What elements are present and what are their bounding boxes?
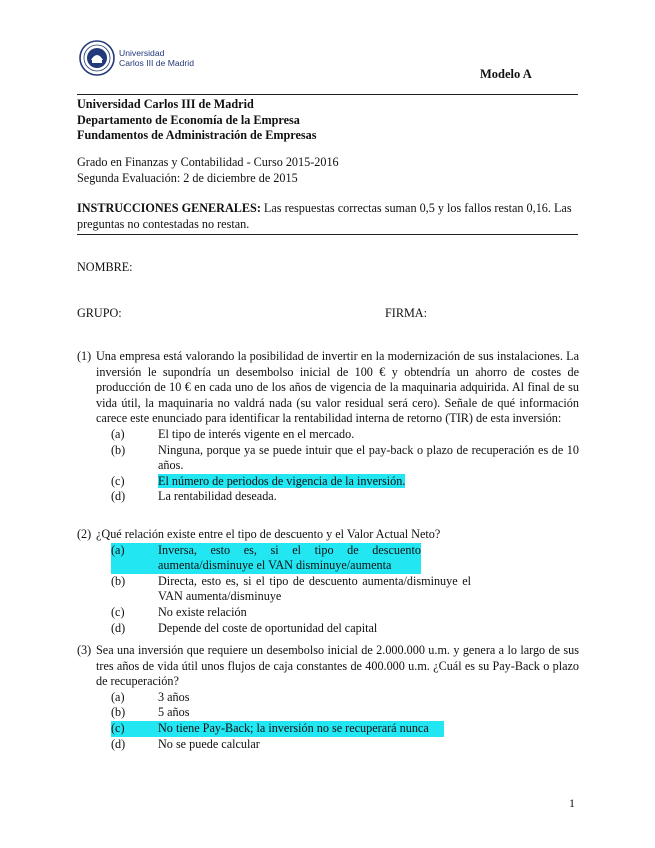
question-3 bbox=[77, 643, 579, 752]
option-a bbox=[111, 427, 579, 443]
option-text: 5 años bbox=[158, 705, 190, 720]
correct-answer-highlight: El número de periodos de vigencia de la inversión. bbox=[158, 473, 406, 488]
instructions-divider bbox=[77, 234, 578, 235]
exam-model: Modelo A bbox=[480, 67, 532, 81]
question-stem bbox=[77, 643, 579, 690]
question-text: ¿Qué relación existe entre el tipo de descuento y el Valor Actual Neto? bbox=[96, 527, 441, 541]
option-text: Directa, esto es, si el tipo de descuento aumenta/disminuye el VAN aumenta/disminuye bbox=[158, 573, 471, 604]
exam-info bbox=[77, 155, 579, 186]
option-b bbox=[111, 443, 579, 474]
name-label: NOMBRE: bbox=[77, 260, 133, 274]
option-a bbox=[111, 543, 421, 574]
option-label: (d) bbox=[111, 736, 126, 751]
header-divider bbox=[77, 94, 578, 95]
option-d bbox=[111, 621, 579, 637]
correct-answer-highlight: Inversa, esto es, si el tipo de descuento aumenta/disminuye el VAN disminuye/aumenta bbox=[158, 542, 421, 573]
option-b bbox=[111, 705, 579, 721]
question-stem bbox=[77, 527, 579, 543]
option-d bbox=[111, 489, 579, 505]
option-text: No existe relación bbox=[158, 604, 247, 619]
option-label: (a) bbox=[111, 542, 125, 557]
option-text: La rentabilidad deseada. bbox=[158, 489, 277, 504]
instructions-label: INSTRUCCIONES GENERALES: bbox=[77, 201, 261, 215]
page-number: 1 bbox=[569, 796, 575, 810]
option-label: (d) bbox=[111, 489, 126, 504]
logo-text bbox=[119, 48, 194, 68]
option-text: Ninguna, porque ya se puede intuir que el pay-back o plazo de recuperación es de 10 años. bbox=[158, 442, 579, 473]
option-c bbox=[111, 605, 579, 621]
question-number: (1) bbox=[77, 349, 92, 363]
instructions-text: Las respuestas correctas suman 0,5 y los fallos restan 0,16. Las preguntas no contestadas no restan. bbox=[77, 201, 572, 231]
option-label: (d) bbox=[111, 620, 126, 635]
option-b bbox=[111, 574, 471, 605]
institution-header bbox=[77, 97, 579, 144]
question-number: (3) bbox=[77, 643, 92, 657]
logo-line-2: Carlos III de Madrid bbox=[119, 58, 194, 68]
option-text: Depende del coste de oportunidad del capital bbox=[158, 620, 378, 635]
option-text: No se puede calcular bbox=[158, 736, 260, 751]
instructions bbox=[77, 201, 579, 232]
option-a bbox=[111, 690, 579, 706]
question-2 bbox=[77, 527, 579, 636]
option-d bbox=[111, 737, 579, 753]
option-c bbox=[111, 721, 444, 737]
signature-label: FIRMA: bbox=[385, 306, 427, 320]
option-c bbox=[111, 474, 579, 490]
university-seal-icon bbox=[79, 40, 115, 76]
option-text: El tipo de interés vigente en el mercado. bbox=[158, 426, 355, 441]
evaluation-line: Segunda Evaluación: 2 de diciembre de 2015 bbox=[77, 170, 298, 185]
university-logo bbox=[79, 40, 194, 76]
option-label: (b) bbox=[111, 442, 126, 457]
department-name: Departamento de Economía de la Empresa bbox=[77, 112, 300, 127]
university-name: Universidad Carlos III de Madrid bbox=[77, 97, 254, 111]
option-label: (c) bbox=[111, 473, 125, 488]
degree-line: Grado en Finanzas y Contabilidad - Curso 2015-2016 bbox=[77, 155, 339, 169]
question-text: Una empresa está valorando la posibilidad de invertir en la modernización de sus instalaciones. La inversión le supondría un desembolso inicial de 100 € y obtendría un ahorro de costes de producción de 10 € en cada uno de los años de vigencia de la maquinaria adquirida. Al final de su vida útil, la maquinaria no valdrá nada (su valor residual será cero). Señale de qué información carece este enunciado para identificar la rentabilidad interna de retorno (TIR) de esta inversión: bbox=[96, 349, 579, 426]
option-label: (c) bbox=[111, 604, 125, 619]
option-label: (b) bbox=[111, 573, 126, 588]
question-stem bbox=[77, 349, 579, 427]
option-label: (b) bbox=[111, 705, 126, 720]
logo-line-1: Universidad bbox=[119, 48, 165, 58]
option-label: (c) bbox=[111, 720, 125, 735]
option-label: (a) bbox=[111, 689, 125, 704]
option-text: 3 años bbox=[158, 689, 190, 704]
question-1 bbox=[77, 349, 579, 505]
course-name: Fundamentos de Administración de Empresas bbox=[77, 128, 317, 142]
group-label: GRUPO: bbox=[77, 306, 122, 320]
question-text: Sea una inversión que requiere un desembolso inicial de 2.000.000 u.m. y genera a lo largo de sus tres años de vida útil unos flujos de caja constantes de 400.000 u.m. ¿Cuál es su Pay-Back o plazo de recuperación? bbox=[96, 643, 579, 689]
correct-answer-highlight: No tiene Pay-Back; la inversión no se recuperará nunca bbox=[158, 720, 429, 735]
question-number: (2) bbox=[77, 527, 92, 541]
option-label: (a) bbox=[111, 426, 125, 441]
